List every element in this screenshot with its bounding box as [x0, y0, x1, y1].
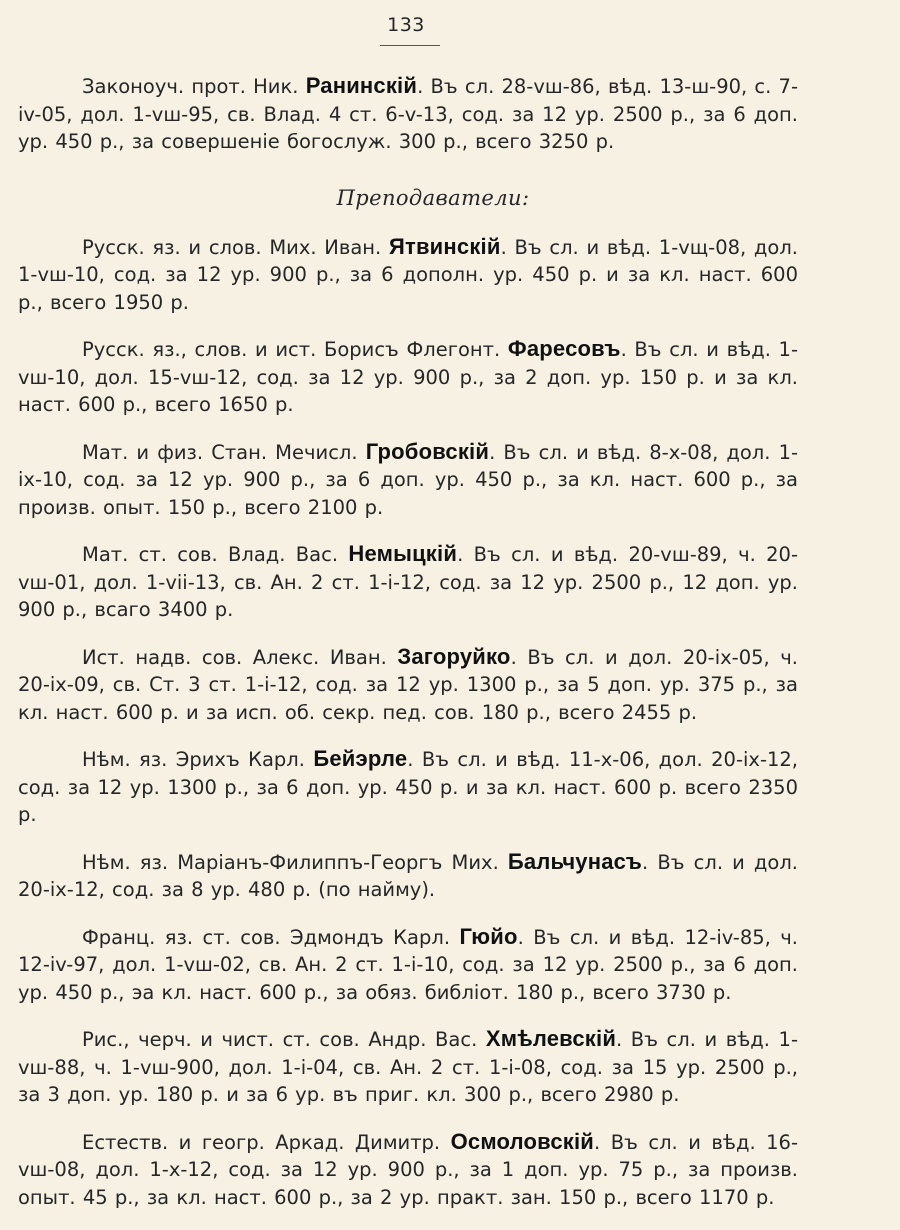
entry-surname: Ранинскій [305, 73, 418, 98]
entry-lead: Франц. яз. ст. сов. Эдмондъ Карл. [82, 925, 460, 949]
entry-surname: Бальчунасъ [507, 848, 643, 874]
entry-surname: Немыцкій [348, 541, 458, 566]
entry-paragraph [18, 438, 798, 522]
page-content [18, 72, 798, 1230]
entry-lead: Ист. надв. сов. Алекс. Иван. [82, 645, 398, 669]
entry-surname: Загоруйко [397, 643, 511, 669]
section-heading: Преподаватели: [336, 185, 530, 210]
entry-paragraph [18, 745, 798, 829]
entry-lead: Нѣм. яз. Эрихъ Карл. [82, 748, 314, 771]
entry-lead: Нѣм. яз. Маріанъ-Филиппъ-Георгъ Мих. [82, 850, 508, 874]
entry-paragraph [18, 233, 798, 317]
entry-details: . Въ сл. 28-vш-86, вѣд. 13-ш-90, с. 7-iv-05, дол. 1-vш-95, св. Влад. 4 ст. 6-v-13, сод. за 12 ур. 2500 р., за 6 доп. ур. 450 р., за совершеніе богослуж. 300 р., всего 3250 р. [18, 75, 798, 153]
entry-lead: Русск. яз., слов. и ист. Борисъ Флегонт. [82, 338, 508, 361]
entry-details: . Въ сл. и вѣд. 11-х-06, дол. 20-ix-12, сод. за 12 ур. 1300 р., за 6 доп. ур. 450 р. и за кл. наст. 600 р. всего 2350 р. [18, 748, 798, 826]
page-number-rule [380, 45, 440, 46]
entry-lead: Русск. яз. и слов. Мих. Иван. [82, 235, 389, 259]
entry-details: . Въ сл. и дол. 20-ix-05, ч. 20-ix-09, св. Ст. 3 ст. 1-i-12, сод. за 12 ур. 1300 р., за 5 доп. ур. 375 р., за кл. наст. 600 р. и за исп. об. секр. пед. сов. 180 р., всего 2455 р. [18, 645, 798, 724]
entry-lead: Рис., черч. и чист. ст. сов. Андр. Вас. [82, 1028, 486, 1051]
entry-paragraph [18, 923, 798, 1007]
entry-lead: Мат. и физ. Стан. Мечисл. [82, 440, 366, 464]
entry-lead: Мат. ст. сов. Влад. Вас. [82, 543, 349, 566]
entry-lead: Законоуч. прот. Ник. [82, 75, 306, 98]
entry-lead: Естеств. и геогр. Аркад. Димитр. [82, 1130, 451, 1154]
entry-surname: Ятвинскій [388, 233, 501, 259]
entry-paragraph [18, 72, 798, 156]
entry-details: . Въ сл. и вѣд. 8-х-08, дол. 1-ix-10, сод. за 12 ур. 900 р., за 6 доп. ур. 450 р., за кл. наст. 600 р., за произв. опыт. 150 р., всего 2100 р. [18, 440, 799, 519]
entry-details: . Въ сл. и дол. 20-ix-12, сод. за 8 ур. 480 р. (по найму). [18, 850, 799, 901]
entry-surname: Гробовскій [365, 438, 490, 464]
entry-paragraph [18, 335, 798, 419]
entry-surname: Бейэрле [313, 746, 408, 771]
entry-surname: Осмоловскій [450, 1128, 595, 1154]
page-number: 133 [387, 14, 425, 36]
entry-paragraph [18, 1025, 798, 1109]
entry-paragraph [18, 540, 798, 624]
entry-details: . Въ сл. и вѣд. 1-vщ-08, дол. 1-vш-10, сод. за 12 ур. 900 р., за 6 дополн. ур. 450 р. и за кл. наст. 600 р., всего 1950 р. [18, 235, 798, 314]
entry-surname: Фаресовъ [507, 336, 621, 361]
entry-details: . Въ сл. и вѣд. 1-vш-10, дол. 15-vш-12, сод. за 12 ур. 900 р., за 2 доп. ур. 150 р. и за кл. наст. 600 р., всего 1650 р. [18, 338, 799, 416]
entry-details: . Въ сл. и вѣд. 20-vш-89, ч. 20-vш-01, дол. 1-vii-13, св. Ан. 2 ст. 1-i-12, сод. за 12 ур. 2500 р., 12 доп. ур. 900 р., всаго 3400 р. [18, 543, 798, 621]
entry-surname: Гюйо [459, 923, 518, 949]
entry-surname: Хмѣлевскій [485, 1026, 617, 1051]
entry-paragraph [18, 848, 798, 904]
entry-details: . Въ сл. и вѣд. 12-iv-85, ч. 12-iv-97, дол. 1-vш-02, св. Ан. 2 ст. 1-i-10, сод. за 12 ур. 2500 р., за 6 доп. ур. 450 р., эа кл. наст. 600 р., за обяз. библiот. 180 р., всего 3730 р. [18, 925, 798, 1004]
entry-details: . Въ сл. и вѣд. 1-vш-88, ч. 1-vш-900, дол. 1-i-04, св. Ан. 2 ст. 1-i-08, сод. за 15 ур. 2500 р., за 3 доп. ур. 180 р. и за 6 ур. въ приг. кл. 300 р., всего 2980 р. [18, 1028, 799, 1106]
entry-paragraph [18, 643, 798, 727]
entry-details: . Въ сл. и вѣд. 16-vш-08, дол. 1-х-12, сод. за 12 ур. 900 р., за 1 доп. ур. 75 р., за произв. опыт. 45 р., за кл. наст. 600 р., за 2 ур. практ. зан. 150 р., всего 1170 р. [18, 1130, 798, 1209]
entry-paragraph [18, 1128, 798, 1212]
